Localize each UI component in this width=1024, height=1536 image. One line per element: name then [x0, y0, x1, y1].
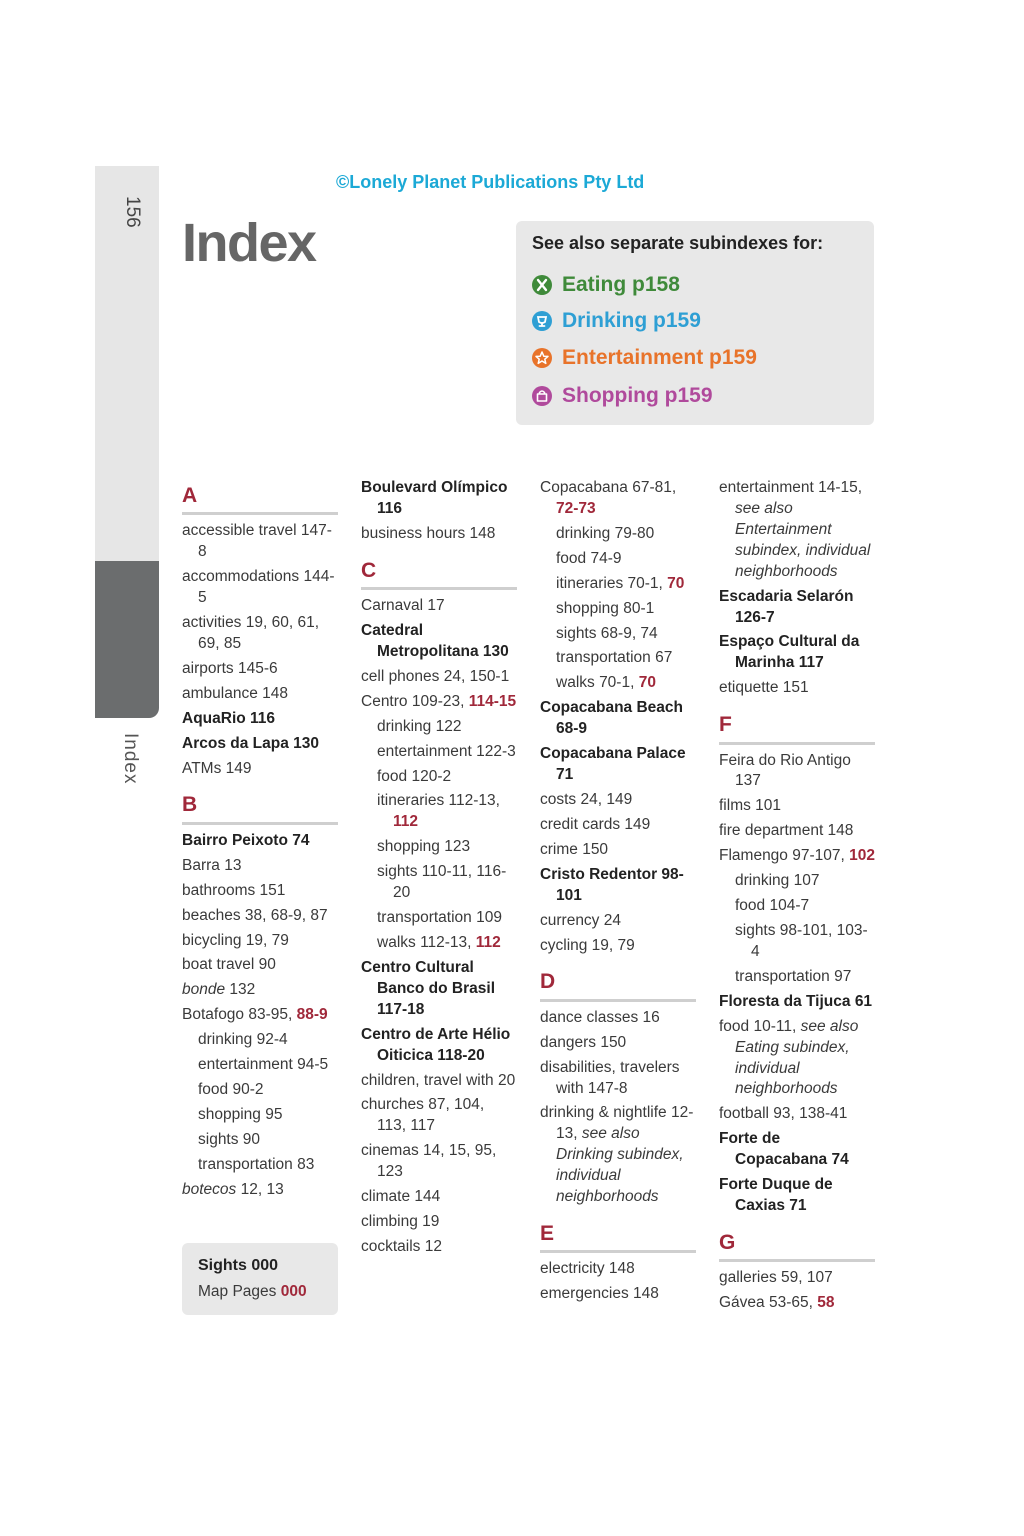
letter-heading-g: G: [719, 1225, 875, 1262]
index-entry: crime 150: [540, 840, 609, 858]
index-entry: beaches 38, 68-9, 87: [182, 906, 328, 924]
map-page-ref: 114-15: [468, 692, 517, 710]
index-entry: accessible travel 147-8: [182, 522, 332, 561]
index-entry: currency 24: [540, 911, 621, 929]
drink-icon: [532, 311, 552, 331]
star-icon: [532, 348, 552, 368]
subindex-eating[interactable]: [532, 273, 680, 297]
index-subentry: sights 90: [198, 1130, 261, 1148]
index-subentry: food 74-9: [556, 549, 622, 567]
letter-heading-e: E: [540, 1216, 696, 1253]
entry-see: see: [581, 1125, 607, 1143]
index-entry: ambulance 148: [182, 684, 288, 702]
index-subentry: drinking 92-4: [198, 1031, 288, 1049]
subindex-box: [516, 221, 874, 425]
index-entry: [361, 692, 517, 713]
index-entry: Boulevard Olímpico 116: [361, 479, 508, 517]
index-subentry: drinking 107: [735, 872, 820, 890]
entry-cross-ref: see also Entertainment subindex, individual neighborhoods: [735, 499, 871, 580]
entry-text: itineraries 70-1,: [556, 574, 668, 592]
entry-pages: 12, 13: [236, 1180, 284, 1198]
letter-heading-b: B: [182, 787, 338, 824]
legend-map-value: 000: [280, 1283, 307, 1300]
map-page-ref: 102: [849, 847, 875, 865]
index-entry: Floresta da Tijuca 61: [719, 992, 873, 1010]
page-title: Index: [182, 213, 316, 273]
index-subentry: [361, 791, 517, 833]
index-entry: business hours 148: [361, 524, 496, 542]
index-subentry: shopping 95: [198, 1105, 283, 1123]
letter-heading-c: C: [361, 553, 517, 590]
index-entry: activities 19, 60, 61, 69, 85: [182, 614, 319, 652]
index-entry: cinemas 14, 15, 95, 123: [361, 1142, 497, 1181]
subindex-shopping[interactable]: [532, 384, 713, 408]
index-subentry: transportation 67: [556, 649, 673, 667]
index-entry: [182, 980, 338, 1001]
entry-text: walks 112-13,: [377, 934, 476, 952]
sidebar-label: Index: [120, 733, 141, 785]
index-entry: [182, 1180, 338, 1201]
index-entry: fire department 148: [719, 822, 854, 840]
subindex-entertainment[interactable]: [532, 346, 757, 370]
subindex-entertainment-label: Entertainment p159: [562, 346, 757, 369]
index-subentry: drinking 122: [377, 717, 462, 735]
index-entry: accommodations 144-5: [182, 568, 335, 607]
index-entry: credit cards 149: [540, 815, 651, 833]
legend-map-pages: [198, 1283, 307, 1301]
entry-italic: botecos: [182, 1180, 237, 1198]
fork-knife-icon: [532, 275, 552, 295]
map-page-ref: 112: [393, 813, 419, 831]
index-entry: [182, 1005, 338, 1026]
index-subentry: transportation 109: [377, 909, 502, 927]
index-column-4: [719, 478, 875, 1318]
index-entry: Centro Cultural Banco do Brasil 117-18: [361, 958, 495, 1018]
index-entry: [540, 478, 696, 520]
shopping-bag-icon: [532, 386, 552, 406]
index-subentry: sights 98-101, 103-4: [735, 922, 868, 960]
map-page-ref: 70: [638, 674, 656, 692]
index-entry: cell phones 24, 150-1: [361, 667, 510, 685]
entry-see: see: [800, 1017, 826, 1035]
index-entry: Arcos da Lapa 130: [182, 734, 319, 752]
index-entry: churches 87, 104, 113, 117: [361, 1096, 485, 1135]
index-column-1: [182, 478, 338, 1205]
index-subentry: food 90-2: [198, 1081, 264, 1099]
index-entry: [719, 1017, 875, 1101]
index-entry: etiquette 151: [719, 679, 809, 697]
copyright-line: ©Lonely Planet Publications Pty Ltd: [336, 172, 645, 192]
index-entry: Feira do Rio Antigo 137: [719, 751, 851, 790]
index-entry: Cristo Redentor 98-101: [540, 865, 684, 904]
index-entry: AquaRio 116: [182, 709, 276, 727]
index-entry: Forte de Copacabana 74: [719, 1130, 849, 1169]
index-entry: Escadaria Selarón 126-7: [719, 587, 854, 626]
index-entry: bicycling 19, 79: [182, 931, 289, 949]
index-subentry: entertainment 94-5: [198, 1056, 329, 1074]
map-page-ref: 72-73: [556, 499, 596, 517]
index-subentry: [361, 933, 517, 954]
subindex-drinking[interactable]: [532, 309, 701, 333]
index-subentry: shopping 80-1: [556, 599, 655, 617]
index-entry: Barra 13: [182, 856, 242, 874]
index-entry: [719, 846, 875, 867]
subindex-heading: See also separate subindexes for:: [532, 233, 824, 253]
index-subentry: transportation 97: [735, 967, 852, 985]
index-entry: climbing 19: [361, 1213, 440, 1231]
entry-text: Gávea 53-65,: [719, 1294, 818, 1312]
index-entry: dangers 150: [540, 1033, 627, 1051]
entry-text: Flamengo 97-107,: [719, 847, 850, 865]
subindex-eating-label: Eating p158: [562, 273, 680, 296]
index-entry: [540, 1103, 696, 1208]
index-subentry: shopping 123: [377, 838, 471, 856]
index-entry: children, travel with 20: [361, 1071, 516, 1089]
entry-cross-ref: also Eating subindex, individual neighborhoods: [735, 1017, 859, 1098]
index-entry: disabilities, travelers with 147-8: [540, 1058, 680, 1097]
index-entry: football 93, 138-41: [719, 1105, 848, 1123]
index-entry: boat travel 90: [182, 956, 276, 974]
index-entry: bathrooms 151: [182, 881, 286, 899]
index-entry: Forte Duque de Caxias 71: [719, 1176, 833, 1215]
index-entry: cycling 19, 79: [540, 936, 635, 954]
index-entry: Copacabana Beach 68-9: [540, 699, 683, 738]
legend-map-label: Map Pages: [198, 1283, 281, 1300]
index-entry: Centro de Arte Hélio Oiticica 118-20: [361, 1025, 511, 1064]
index-subentry: [540, 574, 696, 595]
index-entry: Carnaval 17: [361, 597, 445, 615]
entry-text: drinking & nightlife 12-13,: [540, 1104, 694, 1143]
entry-text: walks 70-1,: [556, 674, 639, 692]
index-entry: Espaço Cultural da Marinha 117: [719, 633, 860, 672]
entry-text: food 10-11,: [719, 1017, 801, 1035]
entry-text: Copacabana 67-81,: [540, 479, 677, 496]
sidebar-index-marker: [95, 561, 159, 718]
map-page-ref: 112: [475, 934, 501, 952]
index-entry: cocktails 12: [361, 1238, 442, 1255]
index-subentry: transportation 83: [198, 1155, 315, 1173]
page-number: 156: [122, 196, 143, 228]
index-column-2: [361, 478, 517, 1262]
index-entry: emergencies 148: [540, 1285, 659, 1303]
index-column-3: [540, 478, 696, 1309]
index-entry: Catedral Metropolitana 130: [361, 622, 509, 660]
entry-cross-ref: also Drinking subindex, individual neighborhoods: [556, 1125, 684, 1206]
entry-italic: bonde: [182, 981, 226, 999]
entry-text: itineraries 112-13,: [377, 792, 500, 810]
map-page-ref: 58: [817, 1294, 835, 1312]
letter-heading-a: A: [182, 478, 338, 515]
index-entry: [719, 478, 875, 583]
index-entry: [719, 1293, 875, 1314]
subindex-drinking-label: Drinking p159: [562, 309, 701, 332]
letter-heading-f: F: [719, 707, 875, 744]
index-subentry: food 120-2: [377, 767, 452, 785]
index-subentry: sights 68-9, 74: [556, 624, 658, 642]
index-entry: dance classes 16: [540, 1008, 660, 1026]
legend-box: [182, 1243, 338, 1315]
index-entry: airports 145-6: [182, 659, 278, 677]
index-subentry: sights 110-11, 116-20: [377, 863, 507, 902]
index-subentry: [540, 673, 696, 694]
index-subentry: food 104-7: [735, 897, 810, 915]
entry-text: Centro 109-23,: [361, 692, 469, 710]
index-entry: galleries 59, 107: [719, 1269, 833, 1287]
entry-text: Botafogo 83-95,: [182, 1006, 297, 1024]
index-entry: electricity 148: [540, 1260, 635, 1278]
index-entry: Bairro Peixoto 74: [182, 831, 310, 849]
index-entry: ATMs 149: [182, 759, 252, 777]
map-page-ref: 88-9: [296, 1006, 328, 1024]
index-entry: climate 144: [361, 1188, 441, 1206]
index-subentry: drinking 79-80: [556, 524, 655, 542]
entry-text: entertainment 14-15,: [719, 479, 863, 496]
index-entry: costs 24, 149: [540, 790, 633, 808]
legend-sights: Sights 000: [198, 1257, 279, 1274]
entry-pages: 132: [225, 981, 256, 999]
index-entry: Copacabana Palace 71: [540, 745, 686, 784]
map-page-ref: 70: [667, 574, 685, 592]
letter-heading-d: D: [540, 964, 696, 1001]
subindex-shopping-label: Shopping p159: [562, 384, 713, 407]
index-subentry: entertainment 122-3: [377, 742, 516, 760]
index-entry: films 101: [719, 797, 782, 815]
